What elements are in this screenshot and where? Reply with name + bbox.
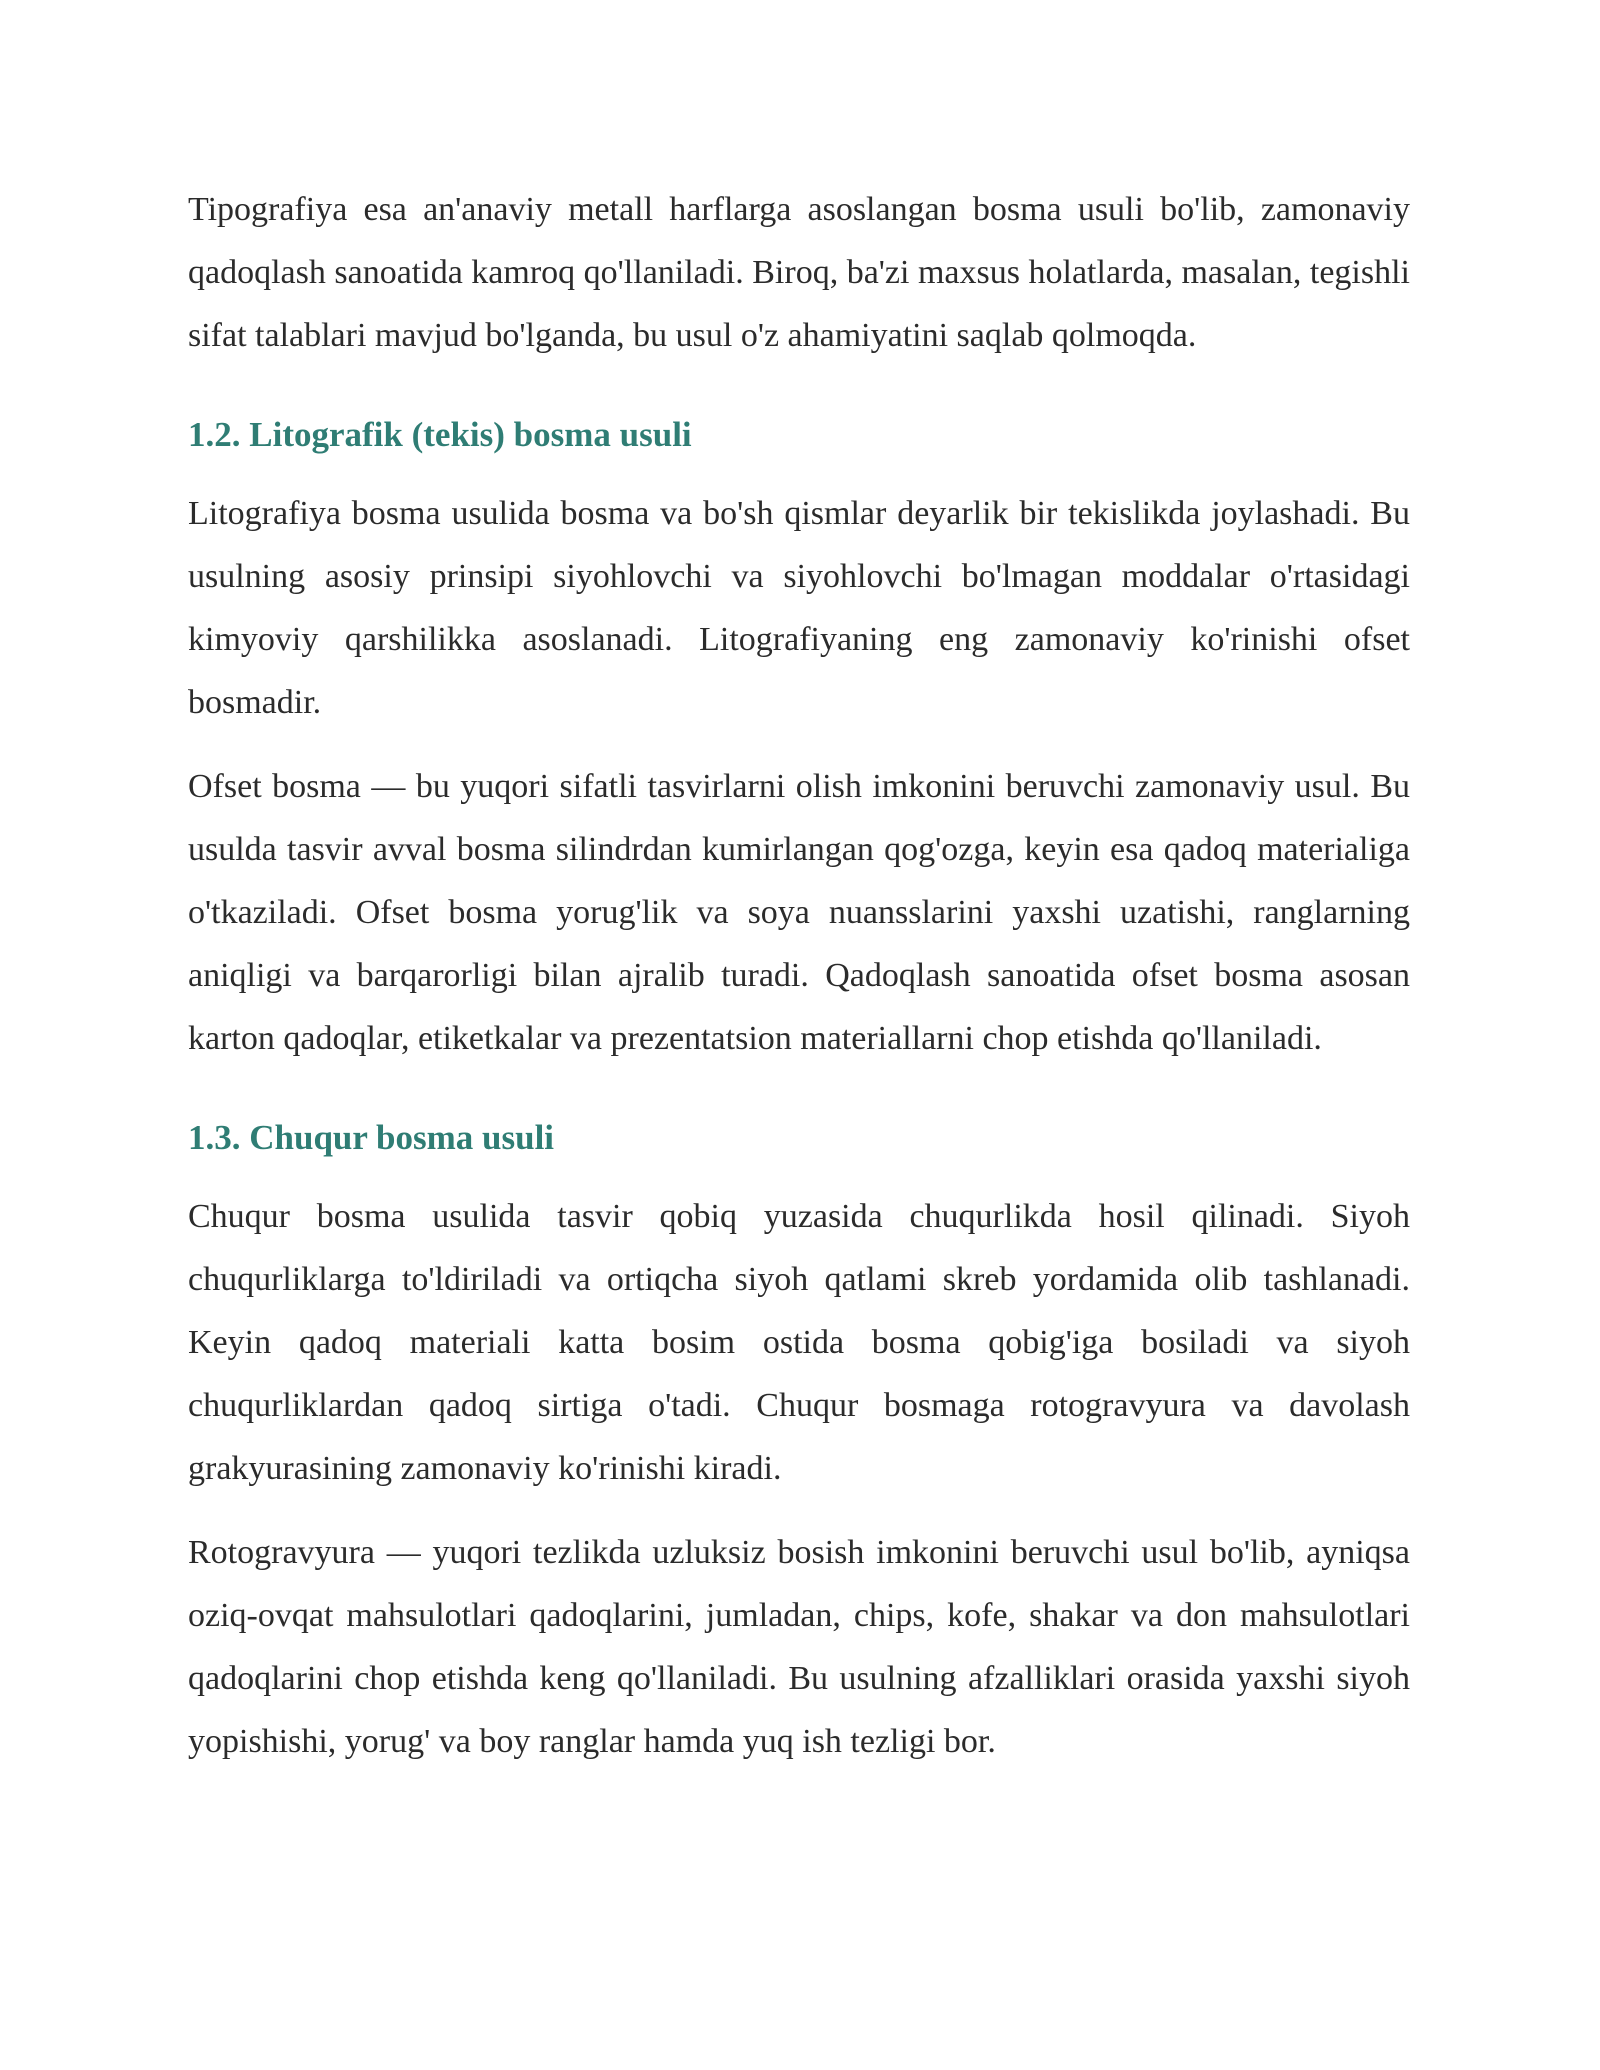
paragraph-offset: Ofset bosma — bu yuqori sifatli tasvirlarni olish imkonini beruvchi zamonaviy usul. Bu usulda tasvir avval bosma silindrdan kumirlangan qog'ozga, keyin esa qadoq materialiga o'tkaziladi. Ofset bosma yorug'lik va soya nuansslarini yaxshi uzatishi, ranglarning aniqligi va barqarorligi bilan ajralib turadi. Qadoqlash sanoatida ofset bosma asosan karton qadoqlar, etiketkalar va prezentatsion materiallarni chop etishda qo'llaniladi. xyxy=(188,768,1410,1057)
paragraph-gravure: Chuqur bosma usulida tasvir qobiq yuzasida chuqurlikda hosil qilinadi. Siyoh chuqurliklarga to'ldiriladi va ortiqcha siyoh qatlami skreb yordamida olib tashlanadi. Keyin qadoq materiali katta bosim ostida bosma qobig'iga bosiladi va siyoh chuqurliklardan qadoq sirtiga o'tadi. Chuqur bosmaga rotogravyura va davolash grakyurasining zamonaviy ko'rinishi kiradi. xyxy=(188,1198,1410,1487)
section-heading-gravure: 1.3. Chuqur bosma usuli xyxy=(188,1118,555,1157)
paragraph-typography: Tipografiya esa an'anaviy metall harflarga asoslangan bosma usuli bo'lib, zamonaviy qadoqlash sanoatida kamroq qo'llaniladi. Biroq, ba'zi maxsus holatlarda, masalan, tegishli sifat talablari mavjud bo'lganda, bu usul o'z ahamiyatini saqlab qolmoqda. xyxy=(188,191,1410,354)
paragraph-lithography: Litografiya bosma usulida bosma va bo'sh qismlar deyarlik bir tekislikda joylashadi. Bu usulning asosiy prinsipi siyohlovchi va siyohlovchi bo'lmagan moddalar o'rtasidagi kimyoviy qarshilikka asoslanadi. Litografiyaning eng zamonaviy ko'rinishi ofset bosmadir. xyxy=(188,495,1410,721)
paragraph-rotogravure: Rotogravyura — yuqori tezlikda uzluksiz bosish imkonini beruvchi usul bo'lib, ayniqsa oziq-ovqat mahsulotlari qadoqlarini, jumladan, chips, kofe, shakar va don mahsulotlari qadoqlarini chop etishda keng qo'llaniladi. Bu usulning afzalliklari orasida yaxshi siyoh yopishishi, yorug' va boy ranglar hamda yuq ish tezligi bor. xyxy=(188,1534,1410,1760)
document-page xyxy=(188,178,1410,1794)
section-heading-lithographic: 1.2. Litografik (tekis) bosma usuli xyxy=(188,415,692,454)
